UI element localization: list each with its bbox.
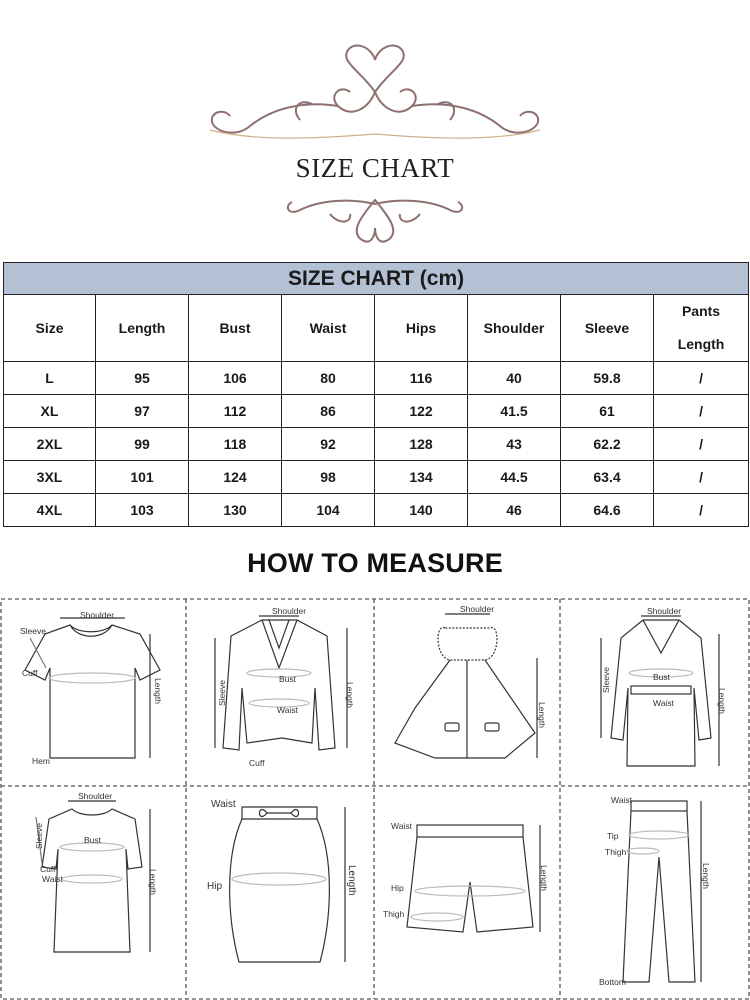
- table-cell: 61: [561, 395, 654, 428]
- column-header-pants-length: [654, 295, 749, 362]
- table-cell: /: [654, 461, 749, 494]
- label-bust: Bust: [653, 672, 671, 682]
- table-row: [4, 461, 749, 494]
- shorts-icon: [375, 787, 560, 999]
- label-waist: Waist: [653, 698, 674, 708]
- shorts-diagram: [375, 787, 560, 999]
- label-waist: Waist: [611, 795, 632, 805]
- table-cell: 86: [282, 395, 375, 428]
- table-cell: 64.6: [561, 494, 654, 527]
- table-caption: SIZE CHART (cm): [4, 263, 749, 295]
- table-cell: 4XL: [4, 494, 96, 527]
- pants-header-line-1: Pants: [681, 303, 721, 319]
- label-length: Length: [717, 688, 727, 714]
- table-cell: 140: [375, 494, 468, 527]
- table-cell: 2XL: [4, 428, 96, 461]
- label-waist: Waist: [391, 821, 412, 831]
- table-cell: 98: [282, 461, 375, 494]
- table-cell: 92: [282, 428, 375, 461]
- column-header: Hips: [375, 295, 468, 362]
- label-length: Length: [701, 863, 711, 889]
- column-header: Bust: [189, 295, 282, 362]
- label-bust: Bust: [84, 835, 102, 845]
- column-header: Length: [96, 295, 189, 362]
- table-cell: 40: [468, 362, 561, 395]
- tshirt-diagram: [0, 598, 186, 786]
- ornament-flourish: [0, 0, 750, 255]
- label-sleeve: Sleeve: [217, 680, 227, 706]
- dress-icon: [0, 787, 186, 999]
- measure-diagram-grid: [0, 598, 750, 1000]
- label-hem: Hem: [32, 756, 50, 766]
- size-table-container: [3, 262, 748, 527]
- column-header: Waist: [282, 295, 375, 362]
- pants-icon: [561, 787, 750, 999]
- table-cell: 103: [96, 494, 189, 527]
- size-chart-title: SIZE CHART: [295, 153, 455, 183]
- label-shoulder: Shoulder: [272, 606, 307, 616]
- label-waist: Waist: [211, 799, 236, 810]
- label-sleeve: Sleeve: [34, 823, 44, 849]
- table-row: [4, 428, 749, 461]
- label-hip: Hip: [391, 883, 404, 893]
- table-cell: L: [4, 362, 96, 395]
- table-cell: 59.8: [561, 362, 654, 395]
- label-cuff: Cuff: [249, 758, 265, 768]
- label-shoulder: Shoulder: [78, 791, 113, 801]
- table-cell: 95: [96, 362, 189, 395]
- table-cell: 3XL: [4, 461, 96, 494]
- label-hip: Hip: [207, 881, 223, 892]
- table-cell: 106: [189, 362, 282, 395]
- table-cell: 46: [468, 494, 561, 527]
- cape-diagram: [375, 598, 560, 786]
- table-row: [4, 362, 749, 395]
- table-cell: 62.2: [561, 428, 654, 461]
- pants-header-line-2: Length: [677, 336, 725, 352]
- label-cuff: Cuff: [40, 864, 56, 874]
- table-row: [4, 494, 749, 527]
- label-shoulder: Shoulder: [647, 606, 682, 616]
- table-cell: 97: [96, 395, 189, 428]
- label-thigh: Thigh: [605, 847, 627, 857]
- dress-diagram: [0, 787, 186, 999]
- label-bottom: Bottom: [599, 977, 626, 987]
- table-cell: 104: [282, 494, 375, 527]
- label-shoulder: Shoulder: [80, 610, 115, 620]
- label-length: Length: [153, 678, 163, 704]
- column-header: Sleeve: [561, 295, 654, 362]
- table-cell: XL: [4, 395, 96, 428]
- label-thigh: Thigh: [383, 909, 405, 919]
- skirt-diagram: [187, 787, 373, 999]
- label-sleeve: Sleeve: [20, 626, 46, 636]
- table-cell: 122: [375, 395, 468, 428]
- label-waist: Waist: [42, 874, 63, 884]
- table-cell: 99: [96, 428, 189, 461]
- table-cell: 134: [375, 461, 468, 494]
- label-sleeve: Sleeve: [601, 667, 611, 693]
- table-cell: /: [654, 362, 749, 395]
- column-header: Size: [4, 295, 96, 362]
- table-cell: 80: [282, 362, 375, 395]
- table-cell: 128: [375, 428, 468, 461]
- how-to-measure-title: HOW TO MEASURE: [247, 548, 503, 578]
- label-tip: Tip: [607, 831, 619, 841]
- label-length: Length: [537, 702, 547, 728]
- table-row: [4, 395, 749, 428]
- size-table: [3, 262, 749, 527]
- table-cell: 101: [96, 461, 189, 494]
- column-header: Shoulder: [468, 295, 561, 362]
- blazer-diagram: [187, 598, 373, 786]
- cape-icon: [375, 598, 560, 786]
- table-cell: 43: [468, 428, 561, 461]
- table-cell: /: [654, 494, 749, 527]
- table-cell: 116: [375, 362, 468, 395]
- label-cuff: Cuff: [22, 668, 38, 678]
- label-length: Length: [148, 869, 158, 895]
- table-cell: 41.5: [468, 395, 561, 428]
- label-waist: Waist: [277, 705, 298, 715]
- table-cell: 63.4: [561, 461, 654, 494]
- table-cell: 124: [189, 461, 282, 494]
- label-length: Length: [346, 865, 357, 896]
- coat-diagram: [561, 598, 750, 786]
- size-chart-header: [0, 0, 750, 255]
- table-cell: /: [654, 395, 749, 428]
- label-length: Length: [539, 865, 549, 891]
- pants-diagram: [561, 787, 750, 999]
- table-cell: 44.5: [468, 461, 561, 494]
- table-cell: 130: [189, 494, 282, 527]
- table-cell: 118: [189, 428, 282, 461]
- label-bust: Bust: [279, 674, 297, 684]
- table-cell: /: [654, 428, 749, 461]
- table-cell: 112: [189, 395, 282, 428]
- label-length: Length: [345, 682, 355, 708]
- table-header-row: [4, 295, 749, 362]
- label-shoulder: Shoulder: [460, 604, 495, 614]
